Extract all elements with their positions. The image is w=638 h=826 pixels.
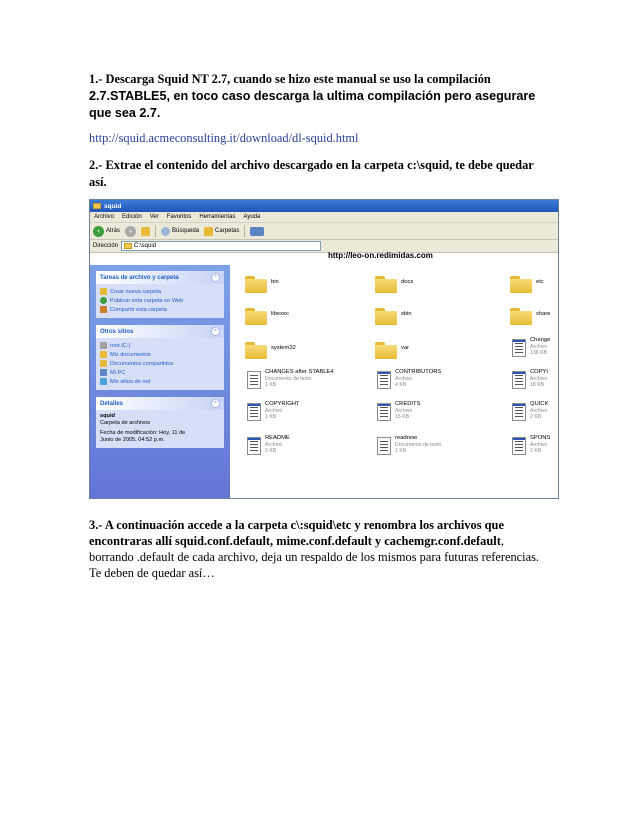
step-3-line-4: Te deben de quedar así… — [89, 566, 215, 580]
file-item[interactable] — [245, 273, 279, 293]
file-item[interactable] — [247, 435, 290, 455]
document-icon — [247, 437, 261, 455]
search-label: Búsqueda — [172, 228, 200, 234]
task-label: Compartir esta carpeta — [110, 306, 167, 313]
menu-favoritos[interactable]: Favoritos — [166, 214, 192, 220]
file-name: system32 — [271, 345, 296, 351]
watermark-url: http://leo-on.redimidas.com — [328, 251, 433, 260]
file-size: 136 KB — [530, 350, 548, 356]
file-type: Archivo — [530, 344, 548, 350]
file-item[interactable] — [512, 401, 548, 421]
address-input[interactable] — [121, 241, 321, 251]
file-type: Archivo — [265, 408, 283, 414]
step-1-line-2: 2.7.STABLE5, en toco caso descarga la ultima compilación pero asegurare — [89, 89, 536, 103]
folder-icon — [510, 308, 532, 325]
up-folder-icon[interactable] — [141, 227, 150, 236]
file-name: readnow — [395, 435, 418, 441]
folders-icon — [204, 227, 213, 236]
task-item[interactable] — [100, 305, 220, 314]
file-item[interactable] — [375, 273, 413, 293]
place-item[interactable] — [100, 377, 220, 386]
task-item[interactable] — [100, 287, 220, 296]
toolbar-separator — [244, 225, 245, 237]
tasks-title: Tareas de archivo y carpeta — [100, 274, 179, 281]
file-item[interactable] — [377, 401, 420, 421]
file-name: etc — [536, 279, 544, 285]
folder-icon — [510, 276, 532, 293]
file-type: Archivo — [530, 408, 548, 414]
file-size: 1 KB — [395, 448, 407, 454]
folder-icon — [93, 203, 101, 209]
file-size: 15 KB — [395, 414, 410, 420]
folder-icon — [375, 276, 397, 293]
file-type: Documento de texto — [265, 376, 312, 382]
file-type: Archivo — [265, 442, 283, 448]
file-item[interactable] — [512, 369, 548, 389]
file-type: Archivo — [395, 408, 413, 414]
file-item[interactable] — [247, 401, 299, 421]
menu-edicion[interactable]: Edición — [122, 214, 142, 220]
file-name: README — [265, 435, 290, 441]
menu-herramientas[interactable]: Herramientas — [199, 214, 236, 220]
folder-icon — [375, 342, 397, 359]
file-type: Archivo — [530, 442, 548, 448]
forward-button[interactable] — [125, 226, 136, 237]
file-name: QUICK — [530, 401, 549, 407]
place-label: Documentos compartidos — [110, 360, 174, 367]
place-item[interactable] — [100, 341, 220, 350]
file-item[interactable] — [510, 305, 551, 325]
share-folder-icon — [100, 306, 107, 313]
file-name: CREDITS — [395, 401, 421, 407]
places-header[interactable] — [96, 325, 224, 338]
place-item[interactable] — [100, 359, 220, 368]
file-item[interactable] — [377, 435, 441, 455]
file-item[interactable] — [245, 305, 289, 325]
folders-button[interactable] — [204, 227, 239, 236]
file-type: Documento de texto — [395, 442, 442, 448]
file-type: Archivo — [530, 376, 548, 382]
folder-icon — [245, 342, 267, 359]
step-3-filenames: encontraras allí squid.conf.default, mime.conf.default y cachemgr.conf.default — [89, 534, 501, 548]
file-item[interactable] — [510, 273, 544, 293]
back-button[interactable] — [93, 226, 120, 237]
explorer-screenshot — [89, 199, 559, 499]
file-name: bin — [271, 279, 279, 285]
menu-archivo[interactable]: Archivo — [94, 214, 115, 220]
folders-label: Carpetas — [215, 228, 240, 234]
details-modified-2: Junio de 2005, 04:52 p.m. — [100, 437, 165, 443]
step-2-line-2: así. — [89, 175, 107, 189]
folder-icon — [124, 243, 132, 249]
file-name: CHANGES after STABLE4 — [265, 369, 334, 375]
tasks-header[interactable] — [96, 271, 224, 284]
step-1-line-1: 1.- Descarga Squid NT 2.7, cuando se hizo este manual se uso la compilación — [89, 72, 491, 86]
document-icon — [512, 339, 526, 357]
file-name: sbin — [401, 311, 412, 317]
window-titlebar — [90, 200, 558, 212]
step-3-line-2 — [89, 533, 559, 550]
menu-ayuda[interactable]: Ayuda — [243, 214, 261, 220]
file-item[interactable] — [247, 369, 334, 389]
address-bar — [90, 240, 558, 253]
step-3-comma: , — [500, 534, 504, 548]
documents-icon — [100, 351, 107, 358]
document-icon — [512, 437, 526, 455]
place-label: Mi PC — [110, 369, 126, 376]
place-item[interactable] — [100, 368, 220, 377]
back-label: Atrás — [106, 228, 121, 234]
details-modified-1: Fecha de modificación: Hoy, 11 de — [100, 430, 186, 436]
folder-icon — [245, 308, 267, 325]
file-item[interactable] — [245, 339, 296, 359]
file-size: 18 KB — [530, 382, 545, 388]
views-icon[interactable] — [250, 227, 264, 236]
file-size: 4 KB — [395, 382, 407, 388]
shared-docs-icon — [100, 360, 107, 367]
back-arrow-icon: ‹ — [93, 226, 104, 237]
task-item[interactable] — [100, 296, 220, 305]
details-type: Carpeta de archivos — [100, 420, 151, 426]
place-label: Mis sitios de red — [110, 378, 151, 385]
file-name: COPYI — [530, 369, 549, 375]
details-box — [96, 397, 224, 448]
file-name: Change — [530, 337, 551, 343]
details-title: Detalles — [100, 400, 124, 407]
file-list — [230, 265, 558, 498]
step-2-line-1: 2.- Extrae el contenido del archivo descargado en la carpeta c:\squid, te debe quedar — [89, 158, 534, 172]
file-name: libexec — [271, 311, 290, 317]
place-label: Mis documentos — [110, 351, 151, 358]
file-item[interactable] — [512, 435, 550, 455]
file-item[interactable] — [375, 305, 412, 325]
toolbar — [90, 223, 558, 240]
web-publish-icon — [100, 297, 107, 304]
file-name: share — [536, 311, 551, 317]
new-folder-icon — [100, 288, 107, 295]
places-box — [96, 325, 224, 390]
details-name: squid — [100, 413, 115, 419]
document-icon — [512, 371, 526, 389]
forward-arrow-icon: › — [125, 226, 136, 237]
file-name: SPONS — [530, 435, 551, 441]
file-name: CONTRIBUTORS — [395, 369, 442, 375]
document-icon — [377, 403, 391, 421]
collapse-icon[interactable]: ⌃ — [211, 327, 220, 336]
menu-bar — [90, 212, 558, 223]
computer-icon — [100, 369, 107, 376]
search-icon — [161, 227, 170, 236]
file-item[interactable] — [512, 337, 550, 357]
search-button[interactable] — [161, 227, 199, 236]
collapse-icon[interactable]: ⌃ — [211, 399, 220, 408]
file-type: Archivo — [395, 376, 413, 382]
network-icon — [100, 378, 107, 385]
task-label: Crear nueva carpeta — [110, 288, 161, 295]
file-item[interactable] — [377, 369, 441, 389]
file-size: 2 KB — [530, 448, 542, 454]
step-3-line-1: 3.- A continuación accede a la carpeta c\:squid\etc y renombra los archivos que — [89, 518, 504, 532]
window-title: squid — [104, 202, 122, 210]
place-item[interactable] — [100, 350, 220, 359]
file-name: COPYRIGHT — [265, 401, 300, 407]
document-icon — [247, 403, 261, 421]
file-size: 2 KB — [265, 448, 277, 454]
file-size: 2 KB — [530, 414, 542, 420]
toolbar-separator — [155, 225, 156, 237]
text-file-icon — [377, 437, 391, 455]
file-item[interactable] — [375, 339, 409, 359]
folder-icon — [375, 308, 397, 325]
file-name: docs — [401, 279, 414, 285]
download-link[interactable]: http://squid.acmeconsulting.it/download/dl-squid.html — [89, 131, 359, 145]
folder-icon — [245, 276, 267, 293]
task-pane — [90, 265, 230, 498]
document-icon — [377, 371, 391, 389]
address-value: C:\squid — [134, 243, 157, 249]
menu-ver[interactable]: Ver — [149, 214, 159, 220]
file-size: 1 KB — [265, 414, 277, 420]
file-size: 1 KB — [265, 382, 277, 388]
document-icon — [512, 403, 526, 421]
step-1-line-3: que sea 2.7. — [89, 106, 161, 120]
details-header[interactable] — [96, 397, 224, 410]
collapse-icon[interactable]: ⌃ — [211, 273, 220, 282]
text-file-icon — [247, 371, 261, 389]
places-title: Otros sitios — [100, 328, 134, 335]
address-label: Dirección — [93, 243, 119, 249]
task-label: Publicar esta carpeta en Web — [110, 297, 184, 304]
tasks-box — [96, 271, 224, 318]
place-label: root (C:) — [110, 342, 131, 349]
file-name: var — [401, 345, 410, 351]
step-3-line-3: borrando .default de cada archivo, deja un respaldo de los mismos para futuras referencias. — [89, 550, 540, 564]
drive-icon — [100, 342, 107, 349]
